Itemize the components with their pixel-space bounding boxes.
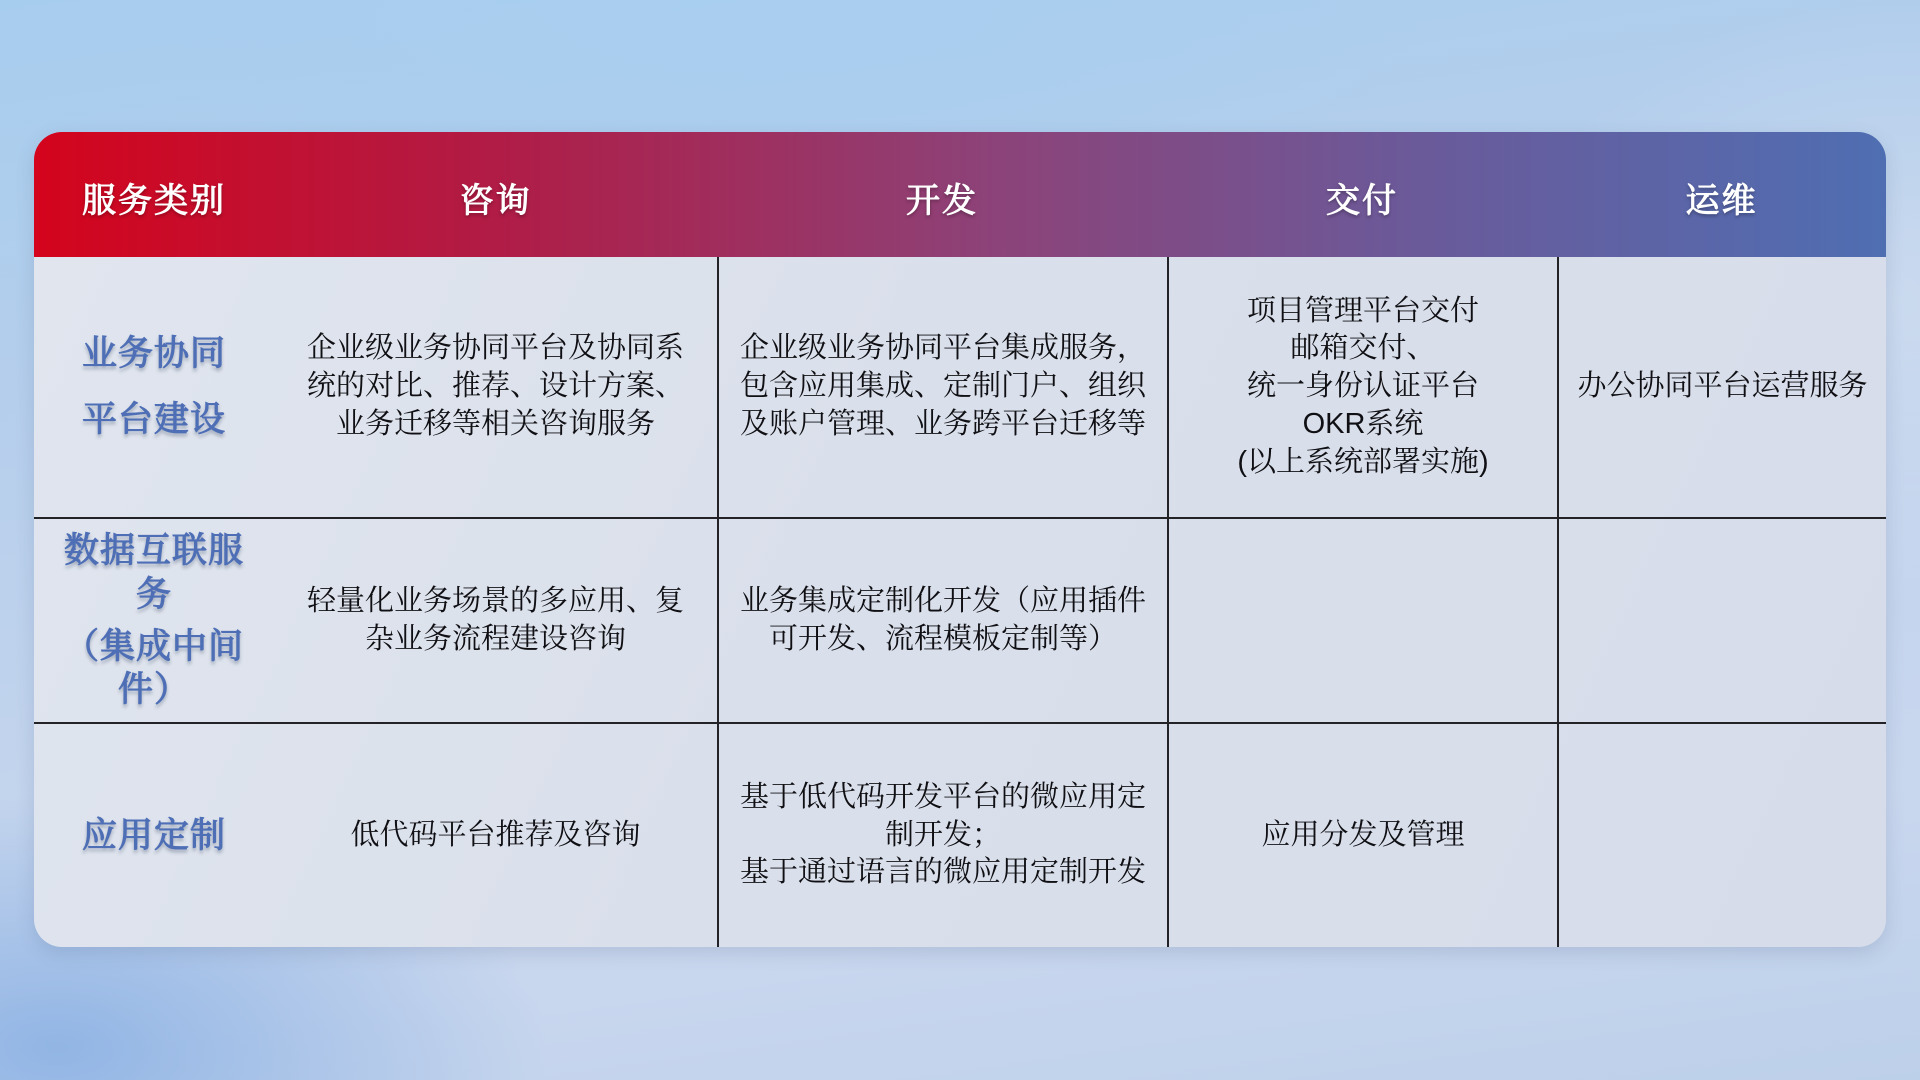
cell-text: 低代码平台推荐及咨询 bbox=[350, 818, 641, 851]
header-development bbox=[717, 132, 1167, 257]
header-label: 咨询 bbox=[459, 182, 532, 220]
cell-text: 办公协同平台运营服务 bbox=[1577, 370, 1868, 403]
header-operations bbox=[1557, 132, 1886, 257]
cell-text-line: (以上系统部署实施) bbox=[1237, 445, 1489, 478]
category-line: （集成中间件） bbox=[63, 626, 244, 710]
cell-text: 企业级业务协同平台集成服务，包含应用集成、定制门户、组织及账户管理、业务跨平台迁移等 bbox=[739, 332, 1146, 440]
cell-text-line: 基于通过语言的微应用定制开发 bbox=[739, 856, 1146, 889]
cell-text-line: 基于低代码开发平台的微应用定制开发； bbox=[739, 780, 1146, 851]
cell-text: 应用分发及管理 bbox=[1261, 818, 1465, 851]
cell-text: 轻量化业务场景的多应用、复杂业务流程建设咨询 bbox=[306, 584, 684, 655]
cell-r3-development bbox=[717, 722, 1167, 947]
cell-text: 业务集成定制化开发（应用插件可开发、流程模板定制等） bbox=[739, 584, 1146, 655]
cell-r2-delivery bbox=[1167, 517, 1557, 722]
category-line: 数据互联服务 bbox=[63, 531, 244, 614]
cell-r1-category bbox=[34, 257, 274, 517]
table-header-row bbox=[34, 132, 1886, 257]
cell-r2-operations bbox=[1557, 517, 1886, 722]
category-line: 平台建设 bbox=[81, 400, 226, 439]
service-category-table bbox=[34, 132, 1886, 947]
cell-text-line: 项目管理平台交付 bbox=[1246, 294, 1479, 327]
cell-r2-category bbox=[34, 517, 274, 722]
cell-r1-operations bbox=[1557, 257, 1886, 517]
header-consulting bbox=[274, 132, 717, 257]
cell-r1-development bbox=[717, 257, 1167, 517]
cell-r3-operations bbox=[1557, 722, 1886, 947]
cell-r3-delivery bbox=[1167, 722, 1557, 947]
header-label: 开发 bbox=[906, 182, 978, 220]
header-delivery bbox=[1167, 132, 1557, 257]
category-line: 应用定制 bbox=[81, 815, 226, 855]
cell-r2-consulting bbox=[274, 517, 717, 722]
cell-text: 企业级业务协同平台及协同系统的对比、推荐、设计方案、业务迁移等相关咨询服务 bbox=[306, 332, 684, 440]
cell-r2-development bbox=[717, 517, 1167, 722]
cell-r1-consulting bbox=[274, 257, 717, 517]
category-line: 业务协同 bbox=[81, 334, 226, 374]
header-label: 服务类别 bbox=[82, 182, 226, 220]
table-body bbox=[34, 257, 1886, 947]
cell-text-line: OKR系统 bbox=[1302, 407, 1424, 440]
cell-r1-delivery bbox=[1167, 257, 1557, 517]
cell-text-line: 统一身份认证平台 bbox=[1246, 370, 1479, 403]
cell-r3-category bbox=[34, 722, 274, 947]
cell-r3-consulting bbox=[274, 722, 717, 947]
header-label: 运维 bbox=[1685, 182, 1758, 220]
cell-text-line: 邮箱交付、 bbox=[1290, 332, 1436, 365]
header-label: 交付 bbox=[1326, 182, 1398, 220]
header-service-category bbox=[34, 132, 274, 257]
